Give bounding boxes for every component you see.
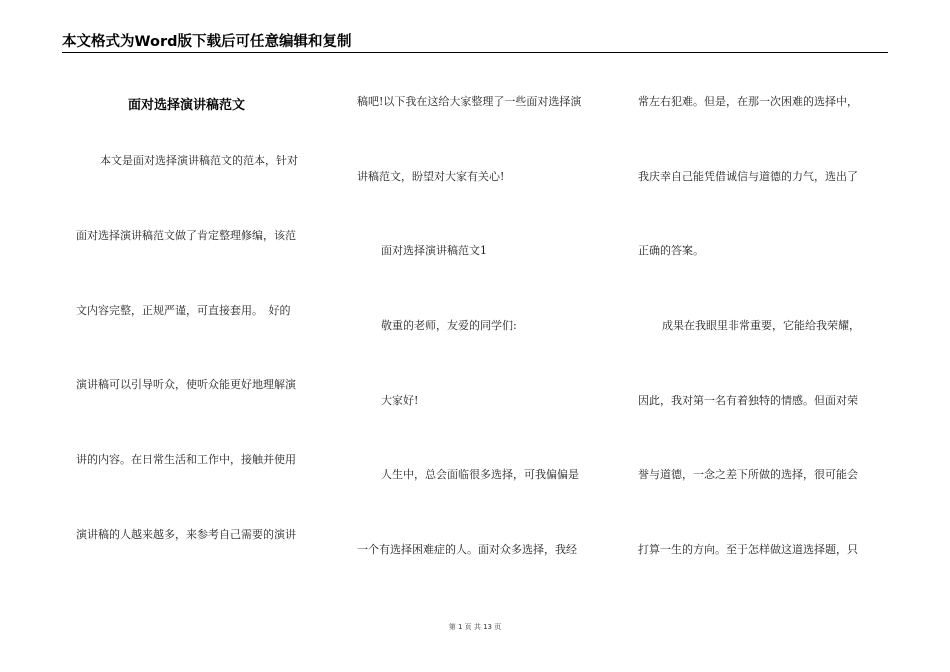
document-header: 本文格式为Word版下载后可任意编辑和复制 xyxy=(62,34,352,50)
text-line: 演讲稿的人越来越多，来参考自己需要的演讲 xyxy=(76,528,296,541)
text-line: 我庆幸自己能凭借诚信与道德的力气，选出了 xyxy=(638,170,858,183)
header-divider xyxy=(62,52,888,53)
text-line: 讲稿范文，盼望对大家有关心! xyxy=(357,170,505,183)
text-line: 面对选择演讲稿范文1 xyxy=(381,244,487,257)
text-line: 文内容完整，正规严谨，可直接套用。 好的 xyxy=(76,304,291,317)
text-line: 常左右犯难。但是，在那一次困难的选择中， xyxy=(638,95,858,108)
text-line: 正确的答案。 xyxy=(638,244,704,257)
text-line: 大家好! xyxy=(381,394,419,407)
document-title: 面对选择演讲稿范文 xyxy=(128,98,246,113)
text-line: 讲的内容。在日常生活和工作中，接触并使用 xyxy=(76,453,296,466)
text-line: 演讲稿可以引导听众，使听众能更好地理解演 xyxy=(76,378,296,391)
text-line: 稿吧!以下我在这给大家整理了一些面对选择演 xyxy=(357,95,582,108)
text-line: 敬重的老师，友爱的同学们: xyxy=(381,319,517,332)
text-line: 本文是面对选择演讲稿范文的范本，针对 xyxy=(100,154,298,167)
text-line: 面对选择演讲稿范文做了肯定整理修编，该范 xyxy=(76,229,296,242)
text-line: 成果在我眼里非常重要，它能给我荣耀， xyxy=(662,319,860,332)
page-number-footer: 第 1 页 共 13 页 xyxy=(448,623,502,631)
text-line: 打算一生的方向。至于怎样做这道选择题，只 xyxy=(638,543,858,556)
text-line: 一个有选择困难症的人。面对众多选择，我经 xyxy=(357,543,577,556)
text-line: 人生中，总会面临很多选择，可我偏偏是 xyxy=(381,468,579,481)
text-line: 因此，我对第一名有着独特的情感。但面对荣 xyxy=(638,394,858,407)
text-line: 誉与道德，一念之差下所做的选择，很可能会 xyxy=(638,468,858,481)
